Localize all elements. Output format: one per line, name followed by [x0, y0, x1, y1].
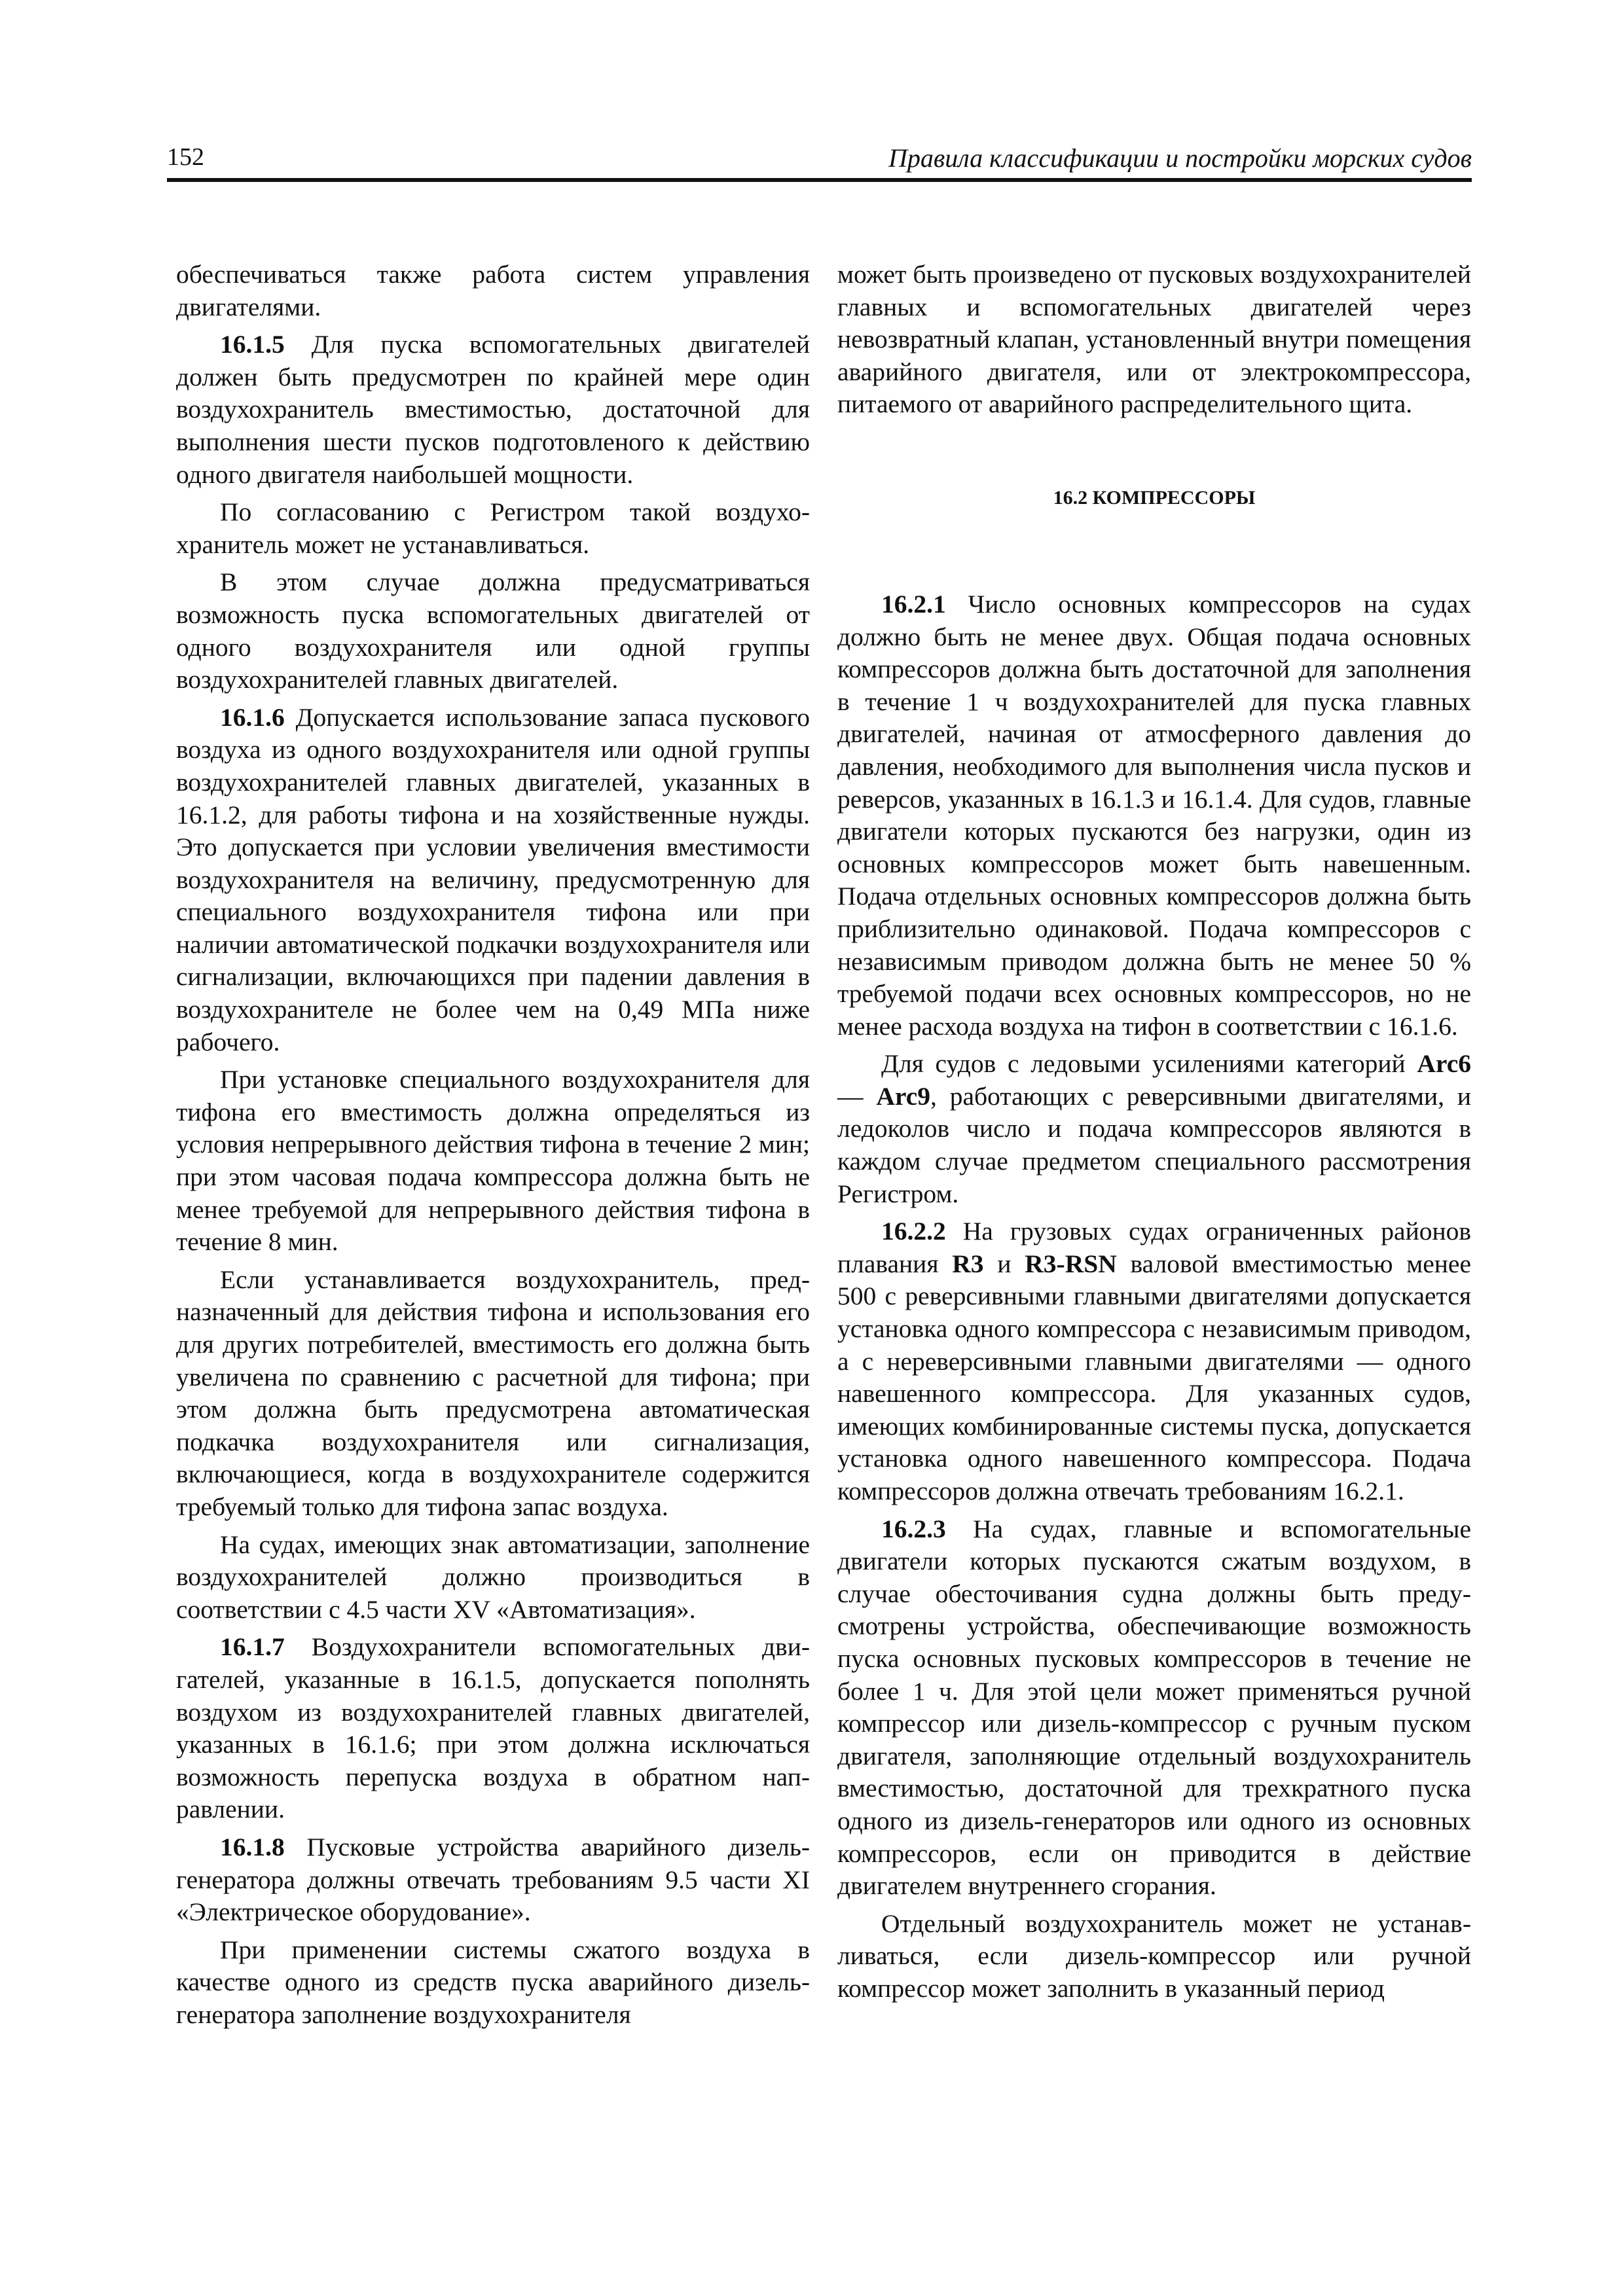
clause-number: 16.2.2	[881, 1217, 946, 1246]
paragraph-16-2-3	[837, 1513, 1471, 1903]
paragraph: При применении системы сжатого воздуха в качестве одного из средств пуска аварийного дизель-генератора заполнение воздухохранителя	[176, 1935, 810, 2029]
paragraph-text: , работающих с реверсивными двигателями, и ледоколов число и подача компрессоров являются в каждом случае предметом специального рассмотрения Регистром.	[837, 1081, 1471, 1208]
paragraph-text: На судах, главные и вспомогательные двигатели которых пускаются сжатым воздухом, в случае обесточивания судна должны быть предусмотрены устройства, обеспечивающие возможность пуска основных пусковых компрессоров в течение не более 1 ч. Для этой цели может применяться ручной компрессор или дизель-компрессор с ручным пуском двигателя, заполняющие отдельный воздухохранитель вместимостью, достаточной для трехкратного пуска одного из дизель-генераторов или одного из основных компрессоров, если он приводится в действие двигателем внутреннего сгорания.	[837, 1514, 1471, 1901]
paragraph-16-2-2	[837, 1215, 1471, 1507]
ice-category: Arc9	[876, 1081, 931, 1111]
ice-category: Arc6	[1417, 1049, 1471, 1079]
paragraph-16-1-7	[176, 1631, 810, 1826]
paragraph-16-2-1	[837, 588, 1471, 1043]
header-rule	[167, 178, 1472, 182]
clause-number: 16.1.8	[220, 1832, 285, 1861]
navigation-area: R3-RSN	[1025, 1249, 1117, 1278]
right-column	[837, 259, 1471, 2011]
paragraph-text: На грузовых судах ограниченных районов плавания	[837, 1217, 1471, 1278]
left-column	[176, 259, 810, 2036]
clause-number: 16.2.1	[881, 589, 946, 619]
paragraph: обеспечиваться также работа систем управления двигателями.	[176, 260, 810, 321]
clause-number: 16.2.3	[881, 1514, 946, 1543]
paragraph: На судах, имеющих знак автоматизации, заполнение воздухохранителей должно производиться в соответствии с 4.5 части XV «Автоматизация».	[176, 1530, 810, 1624]
dash: —	[837, 1081, 877, 1111]
conjunction: и	[983, 1249, 1025, 1278]
paragraph-text: Допускается использование запаса пускового воздуха из одного воздухохранителя или одной группы воздухохранителей главных двигателей, указанных в 16.1.2, для работы тифона и на хозяйственные нужды. Это допускается при условии увеличения вместимости воздухохранителя на величину, предусмотренную для специального воздухохранителя тифона или при наличии автоматической подкачки воздухохранителя или сигнализации, включающихся при падении давления в воздухохранителе не более чем на 0,49 МПа ниже рабочего.	[176, 702, 810, 1056]
paragraph: По согласованию с Регистром такой воздухохранитель может не устанавливаться.	[176, 497, 810, 559]
paragraph-text: Пусковые устройства аварийного дизель-генератора должны отвечать требованиям 9.5 части XI «Электрическое оборудование».	[176, 1832, 810, 1927]
paragraph: может быть произведено от пусковых воздухохранителей главных и вспомогательных двигателей через невозвратный клапан, установленный внутри помещения аварийного двигателя, или от электрокомпрессора, питаемого от аварийного распределительного щита.	[837, 260, 1471, 419]
paragraph-text: валовой вместимостью менее 500 с реверсивными главными двигателями допускается установка одного компрессора с независимым приводом, а с нереверсивными главными двигателями — одного навешенного компрессора. Для указанных судов, имеющих комбинированные системы пуска, допускается установка одного навешенного компрессора. Подача компрессоров должна отвечать требованиям 16.2.1.	[837, 1249, 1471, 1505]
paragraph-text: Для пуска вспомогательных двигателей должен быть предусмотрен по крайней мере один воздухохранитель вместимостью, достаточной для выполнения шести пусков подготовленого к действию одного двигателя наибольшей мощности.	[176, 330, 810, 489]
paragraph-text: Воздухохранители вспомогательных двигателей, указанные в 16.1.5, допускается пополнять воздухом из воздухохранителей главных двигателей, указанных в 16.1.6; при этом должна исключаться возможность перепуска воздуха в обратном направлении.	[176, 1632, 810, 1824]
paragraph: Отдельный воздухохранитель может не устанавливаться, если дизель-компрессор или ручной компрессор может заполнить в указанный период	[837, 1909, 1471, 2003]
clause-number: 16.1.7	[220, 1632, 285, 1662]
paragraph: При установке специального воздухохранителя для тифона его вместимость должна определяться из условия непрерывного действия тифона в течение 2 мин; при этом часовая подача компрессора должна быть не менее требуемой для непрерывного действия тифона в течение 8 мин.	[176, 1065, 810, 1257]
paragraph-text: Число основных компрессоров на судах должно быть не менее двух. Общая подача основных компрессоров должна быть достаточной для заполнения в течение 1 ч воздухохранителей для пуска главных двигателей, начиная от атмосферного давления до давления, необходимого для выполнения числа пусков и реверсов, указанных в 16.1.3 и 16.1.4. Для судов, главные двигатели которых пускаются без нагрузки, один из основных компрессоров может быть навешенным. Подача отдельных основных компрессоров должна быть приблизительно одинаковой. Подача компрессоров с независимым приводом должна быть не менее 50 % требуемой подачи всех основных компрессоров, но не менее расхода воздуха на тифон в соответствии с 16.1.6.	[837, 589, 1471, 1041]
paragraph: Если устанавливается воздухохранитель, предназначенный для действия тифона и использования его для других потребителей, вместимость его должна быть увеличена по сравнению с расчетной для тифона; при этом должна быть предусмотрена автоматическая подкачка воздухохранителя или сигнализация, включающиеся, когда в воздухохранителе содержится требуемый только для тифона запас воздуха.	[176, 1265, 810, 1521]
paragraph-16-1-8	[176, 1831, 810, 1929]
section-heading: 16.2 КОМПРЕССОРЫ	[1053, 486, 1256, 509]
navigation-area: R3	[952, 1249, 984, 1278]
running-header-title: Правила классификации и постройки морских судов	[888, 143, 1472, 173]
clause-number: 16.1.6	[220, 702, 285, 732]
clause-number: 16.1.5	[220, 330, 285, 359]
paragraph: В этом случае должна предусматриваться возможность пуска вспомогательных двигателей от одного воздухохранителя или одной группы воздухохранителей главных двигателей.	[176, 567, 810, 694]
page-number: 152	[167, 143, 204, 171]
paragraph-ice-categories	[837, 1048, 1471, 1210]
paragraph-16-1-6	[176, 702, 810, 1059]
paragraph-16-1-5	[176, 329, 810, 491]
paragraph-text: Для судов с ледовыми усилениями категорий	[881, 1049, 1417, 1079]
